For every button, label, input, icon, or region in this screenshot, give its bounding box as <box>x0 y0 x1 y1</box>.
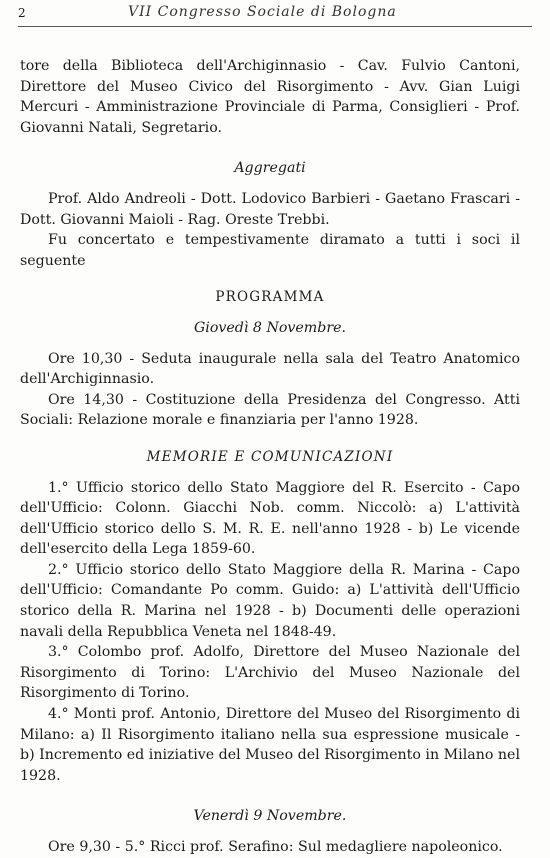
memoria-4: 4.° Monti prof. Antonio, Direttore del Museo del Risorgimento di Milano: a) Il Risorgimento italiano nella sua espressione musicale - b) Incremento ed iniziative del Museo del Risorgimento in Milano nel 1928. <box>20 706 520 784</box>
page-body <box>20 56 520 858</box>
memoria-1: 1.° Ufficio storico dello Stato Maggiore del R. Esercito - Capo dell'Ufficio: Colonn. Giacchi Nob. comm. Niccolò: a) L'attività dell'Ufficio storico dello S. M. R. E. nell'anno 1928 - b) Le vicende dell'esercito della Lega 1859-60. <box>20 479 520 558</box>
day1-session-1: Ore 10,30 - Seduta inaugurale nella sala del Teatro Anatomico dell'Archiginnasio. <box>20 350 520 388</box>
memorie-heading: MEMORIE E COMUNICAZIONI <box>146 448 394 465</box>
aggregati-names: Prof. Aldo Andreoli - Dott. Lodovico Barbieri - Gaetano Frascari - Dott. Giovanni Maioli - Rag. Oreste Trebbi. <box>20 190 520 228</box>
page-header <box>18 4 532 27</box>
day2-session-1: Ore 9,30 - 5.° Ricci prof. Serafino: Sul medagliere napoleonico. <box>48 839 503 855</box>
day1-session-2: Ore 14,30 - Costituzione della Presidenza del Congresso. Atti Sociali: Relazione morale e finanziaria per l'anno 1928. <box>20 391 520 429</box>
aggregati-heading: Aggregati <box>234 160 306 177</box>
page-number: 2 <box>18 6 26 20</box>
running-head: VII Congresso Sociale di Bologna <box>128 4 397 20</box>
day1-heading: Giovedì 8 Novembre. <box>193 319 347 336</box>
committee-continuation: tore della Biblioteca dell'Archiginnasio - Cav. Fulvio Cantoni, Direttore del Museo Civico del Risorgimento - Avv. Gian Luigi Mercuri - Amministrazione Provinciale di Parma, Consiglieri - Prof. Giovanni Natali, Segretario. <box>20 58 520 136</box>
memoria-2: 2.° Ufficio storico dello Stato Maggiore della R. Marina - Capo dell'Ufficio: Comandante Po comm. Guido: a) L'attività dell'Ufficio storico della R. Marina nel 1928 - b) Documenti delle operazioni navali della Repubblica Veneta nel 1848-49. <box>20 561 520 640</box>
program-intro: Fu concertato e tempestivamente diramato a tutti i soci il seguente <box>20 232 520 269</box>
memoria-3: 3.° Colombo prof. Adolfo, Direttore del Museo Nazionale del Risorgimento di Torino: L'Archivio del Museo Nazionale del Risorgimento di Torino. <box>20 644 520 702</box>
programma-heading: PROGRAMMA <box>215 289 325 306</box>
day2-heading: Venerdì 9 Novembre. <box>193 808 347 825</box>
